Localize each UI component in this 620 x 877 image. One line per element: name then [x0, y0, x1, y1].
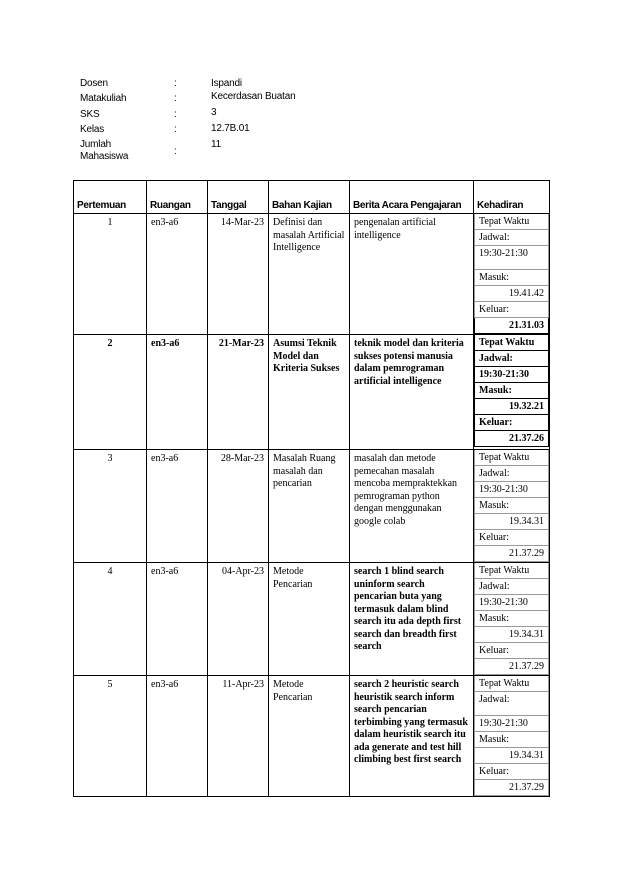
value-kelas: 12.7B.01 [211, 123, 250, 134]
cell-kehadiran [474, 676, 550, 797]
table-row [74, 563, 550, 676]
cell-kehadiran [474, 214, 550, 335]
attendance-keluar-label: Keluar: [474, 764, 549, 780]
cell-bahan-kajian: Definisi dan masalah Artificial Intelligence [269, 214, 350, 335]
cell-pertemuan: 1 [74, 214, 147, 335]
attendance-keluar-label: Keluar: [474, 415, 549, 431]
separator: : [174, 109, 177, 120]
attendance-keluar: 21.31.03 [474, 318, 549, 334]
attendance-status: Tepat Waktu [474, 335, 549, 351]
value-jumlah-mahasiswa: 11 [211, 139, 221, 150]
column-header-pertemuan: Pertemuan [74, 181, 147, 214]
cell-kehadiran [474, 450, 550, 563]
cell-bahan-kajian: Metode Pencarian [269, 676, 350, 797]
separator: : [174, 124, 177, 135]
cell-tanggal: 11-Apr-23 [208, 676, 269, 797]
attendance-jadwal-label: Jadwal: [474, 579, 549, 595]
column-header-kehadiran: Kehadiran [474, 181, 550, 214]
attendance-status: Tepat Waktu [474, 450, 549, 466]
attendance-masuk: 19.34.31 [474, 514, 549, 530]
table-row [74, 676, 550, 797]
cell-pertemuan: 2 [74, 335, 147, 450]
column-header-berita-acara: Berita Acara Pengajaran [350, 181, 474, 214]
label-matakuliah: Matakuliah [80, 93, 127, 104]
attendance-jadwal: 19:30-21:30 [474, 595, 549, 611]
cell-kehadiran [474, 335, 550, 450]
table-row [74, 335, 550, 450]
attendance-masuk: 19.32.21 [474, 399, 549, 415]
attendance-status: Tepat Waktu [474, 676, 549, 692]
table-row [74, 450, 550, 563]
cell-berita-acara: pengenalan artificial intelligence [350, 214, 474, 335]
table-header-row [74, 181, 550, 214]
attendance-status: Tepat Waktu [474, 214, 549, 230]
cell-tanggal: 14-Mar-23 [208, 214, 269, 335]
attendance-masuk-label: Masuk: [474, 611, 549, 627]
attendance-keluar: 21.37.29 [474, 546, 549, 562]
cell-bahan-kajian: Metode Pencarian [269, 563, 350, 676]
teaching-log-table [73, 180, 550, 797]
label-kelas: Kelas [80, 124, 105, 135]
table-row [74, 214, 550, 335]
cell-ruangan: en3-a6 [147, 335, 208, 450]
label-dosen: Dosen [80, 78, 108, 89]
attendance-masuk-label: Masuk: [474, 732, 549, 748]
attendance-jadwal: 19:30-21:30 [474, 367, 549, 383]
label-jumlah-mahasiswa: Jumlah Mahasiswa [80, 139, 129, 162]
attendance-jadwal-label: Jadwal: [474, 692, 549, 716]
cell-berita-acara: search 2 heuristic search heuristik search inform search pencarian terbimbing yang termasuk dalam heuristik search itu ada generate and test hill climbing best first search [350, 676, 474, 797]
label-sks: SKS [80, 109, 100, 120]
attendance-keluar-label: Keluar: [474, 302, 549, 318]
cell-tanggal: 21-Mar-23 [208, 335, 269, 450]
column-header-bahan-kajian: Bahan Kajian [269, 181, 350, 214]
attendance-jadwal-label: Jadwal: [474, 230, 549, 246]
attendance-jadwal: 19:30-21:30 [474, 482, 549, 498]
column-header-tanggal: Tanggal [208, 181, 269, 214]
attendance-jadwal-label: Jadwal: [474, 351, 549, 367]
attendance-keluar: 21.37.29 [474, 780, 549, 796]
attendance-keluar-label: Keluar: [474, 530, 549, 546]
attendance-masuk-label: Masuk: [474, 383, 549, 399]
cell-bahan-kajian: Masalah Ruang masalah dan pencarian [269, 450, 350, 563]
attendance-masuk-label: Masuk: [474, 270, 549, 286]
value-sks: 3 [211, 107, 217, 118]
attendance-jadwal: 19:30-21:30 [474, 246, 549, 270]
separator: : [174, 93, 177, 104]
cell-berita-acara: masalah dan metode pemecahan masalah mencoba mempraktekkan pemrograman python dengan menggunakan google colab [350, 450, 474, 563]
attendance-keluar: 21.37.26 [474, 431, 549, 447]
separator: : [174, 78, 177, 89]
attendance-masuk-label: Masuk: [474, 498, 549, 514]
cell-bahan-kajian: Asumsi Teknik Model dan Kriteria Sukses [269, 335, 350, 450]
column-header-ruangan: Ruangan [147, 181, 208, 214]
value-matakuliah: Kecerdasan Buatan [211, 91, 296, 102]
cell-ruangan: en3-a6 [147, 563, 208, 676]
cell-ruangan: en3-a6 [147, 450, 208, 563]
cell-tanggal: 28-Mar-23 [208, 450, 269, 563]
cell-pertemuan: 4 [74, 563, 147, 676]
separator: : [174, 146, 177, 157]
cell-berita-acara: search 1 blind search uninform search pencarian buta yang termasuk dalam blind search itu ada depth first search dan breadth first search [350, 563, 474, 676]
cell-ruangan: en3-a6 [147, 676, 208, 797]
value-dosen: Ispandi [211, 78, 242, 89]
cell-kehadiran [474, 563, 550, 676]
cell-pertemuan: 3 [74, 450, 147, 563]
attendance-masuk: 19.41.42 [474, 286, 549, 302]
attendance-status: Tepat Waktu [474, 563, 549, 579]
cell-ruangan: en3-a6 [147, 214, 208, 335]
attendance-masuk: 19.34.31 [474, 748, 549, 764]
attendance-keluar-label: Keluar: [474, 643, 549, 659]
attendance-keluar: 21.37.29 [474, 659, 549, 675]
attendance-masuk: 19.34.31 [474, 627, 549, 643]
cell-berita-acara: teknik model dan kriteria sukses potensi manusia dalam pemrograman artificial intelligence [350, 335, 474, 450]
cell-tanggal: 04-Apr-23 [208, 563, 269, 676]
attendance-jadwal-label: Jadwal: [474, 466, 549, 482]
cell-pertemuan: 5 [74, 676, 147, 797]
attendance-jadwal: 19:30-21:30 [474, 716, 549, 732]
